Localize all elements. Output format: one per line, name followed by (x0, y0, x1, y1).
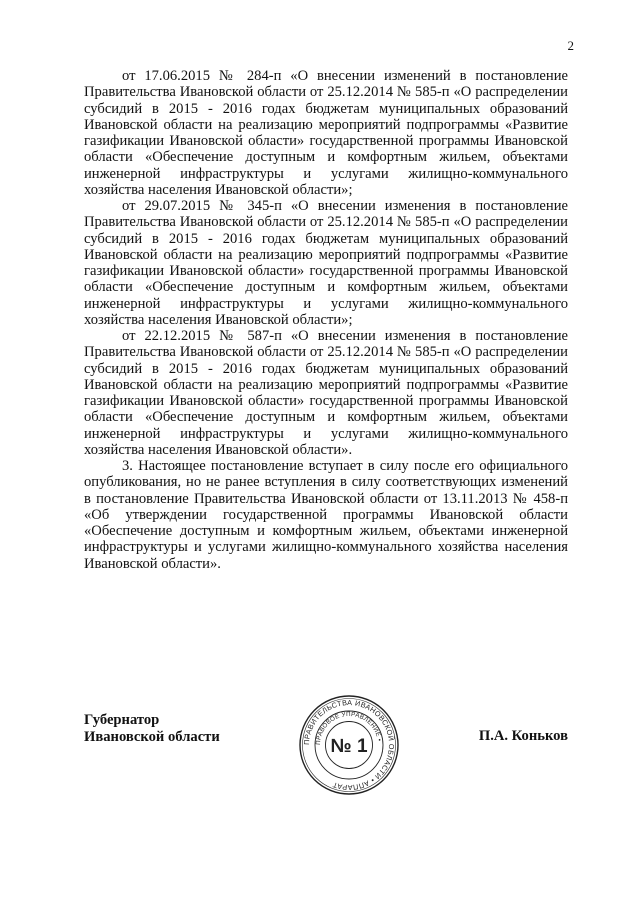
paragraph-amendment-284: от 17.06.2015 № 284-п «О внесении изменений в постановление Правительства Ивановской области от 25.12.2014 № 585-п «О распределении субсидий в 2015 - 2016 годах бюджетам муниципальных образований Ивановской области на реализацию мероприятий подпрограммы «Развитие газификации Ивановской области» государственной программы Ивановской области «Обеспечение доступным и комфортным жильем, объектами инженерной инфраструктуры и услугами жилищно-коммунального хозяйства населения Ивановской области»; (84, 68, 568, 198)
page-number: 2 (567, 38, 574, 53)
seal-inner-text: ПРАВОВОЕ УПРАВЛЕНИЕ • (314, 710, 383, 746)
document-body (84, 68, 568, 572)
signatory-title-line2: Ивановской области (84, 728, 220, 745)
paragraph-amendment-345: от 29.07.2015 № 345-п «О внесении изменения в постановление Правительства Ивановской области от 25.12.2014 № 585-п «О распределении субсидий в 2015 - 2016 годах бюджетам муниципальных образований Ивановской области на реализацию мероприятий подпрограммы «Развитие газификации Ивановской области» государственной программы Ивановской области «Обеспечение доступным и комфортным жильем, объектами инженерной инфраструктуры и услугами жилищно-коммунального хозяйства населения Ивановской области»; (84, 198, 568, 328)
paragraph-effective-date: 3. Настоящее постановление вступает в силу после его официального опубликования, но не ранее вступления в силу соответствующих изменений в постановление Правительства Ивановской области от 13.11.2013 № 458-п «Об утверждении государственной программы Ивановской области «Обеспечение доступным и комфортным жильем, объектами инженерной инфраструктуры и услугами жилищно-коммунального хозяйства населения Ивановской области». (84, 458, 568, 572)
signature-block (84, 697, 568, 822)
signatory-title (84, 712, 220, 745)
signatory-name: П.А. Коньков (478, 728, 568, 744)
official-seal-stamp (298, 694, 400, 796)
seal-center-number: № 1 (330, 736, 368, 757)
signatory-title-line1: Губернатор (84, 712, 160, 728)
seal-outer-text: ПРАВИТЕЛЬСТВА ИВАНОВСКОЙ ОБЛАСТИ • АППАРАТ (301, 697, 397, 793)
seal-graphic (298, 694, 400, 796)
paragraph-amendment-587: от 22.12.2015 № 587-п «О внесении изменения в постановление Правительства Ивановской области от 25.12.2014 № 585-п «О распределении субсидий в 2015 - 2016 годах бюджетам муниципальных образований Ивановской области на реализацию мероприятий подпрограммы «Развитие газификации Ивановской области» государственной программы Ивановской области «Обеспечение доступным и комфортным жильем, объектами инженерной инфраструктуры и услугами жилищно-коммунального хозяйства населения Ивановской области». (84, 328, 568, 458)
